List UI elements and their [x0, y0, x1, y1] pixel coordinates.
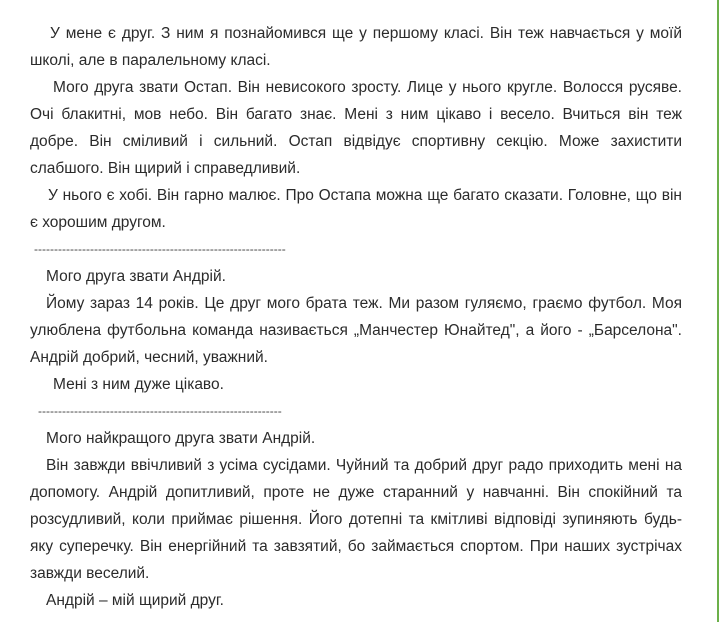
essay-content [30, 20, 682, 614]
essay2-paragraph-3: Мені з ним дуже цікаво. [53, 376, 224, 393]
essay1-paragraph-2: Мого друга звати Остап. Він невисокого зросту. Лице у нього кругле. Волосся русяве. Очі блакитні, мов небо. Він багато знає. Мені з ним цікаво і весело. Вчиться він теж добре. Він сміливий і сильний. Остап відвідує спортивну секцію. Може захистити слабшого. Він щирий і справедливий. [30, 79, 682, 177]
essay1-paragraph-1: У мене є друг. З ним я познайомився ще у першому класі. Він теж навчається у моїй школі, але в паралельному класі. [30, 25, 682, 69]
essay2-paragraph-2: Йому зараз 14 років. Це друг мого брата теж. Ми разом гуляємо, граємо футбол. Моя улюблена футбольна команда називається „Манчестер Юнайтед", а його - „Барселона". Андрій добрий, чесний, уважний. [30, 295, 682, 366]
essay3-paragraph-2: Він завжди ввічливий з усіма сусідами. Чуйний та добрий друг радо приходить мені на допомогу. Андрій допитливий, проте не дуже старанний у навчанні. Він спокійний та розсудливий, коли приймає рішення. Його дотепні та кмітливі відповіді зупиняють будь-яку суперечку. Він енергійний та завзятий, бо займається спортом. При наших зустрічах завжди веселий. [30, 457, 682, 582]
essay3-paragraph-1: Мого найкращого друга звати Андрій. [46, 430, 316, 447]
essay3-paragraph-3: Андрій – мій щирий друг. [46, 592, 224, 609]
essay1-paragraph-3: У нього є хобі. Він гарно малює. Про Остапа можна ще багато сказати. Головне, що він є хорошим другом. [30, 187, 682, 231]
essay2-paragraph-1: Мого друга звати Андрій. [46, 268, 226, 285]
separator-line-1: --------------------------------------------------------------- [34, 242, 286, 256]
separator-line-2: ------------------------------------------------------------- [38, 404, 282, 418]
